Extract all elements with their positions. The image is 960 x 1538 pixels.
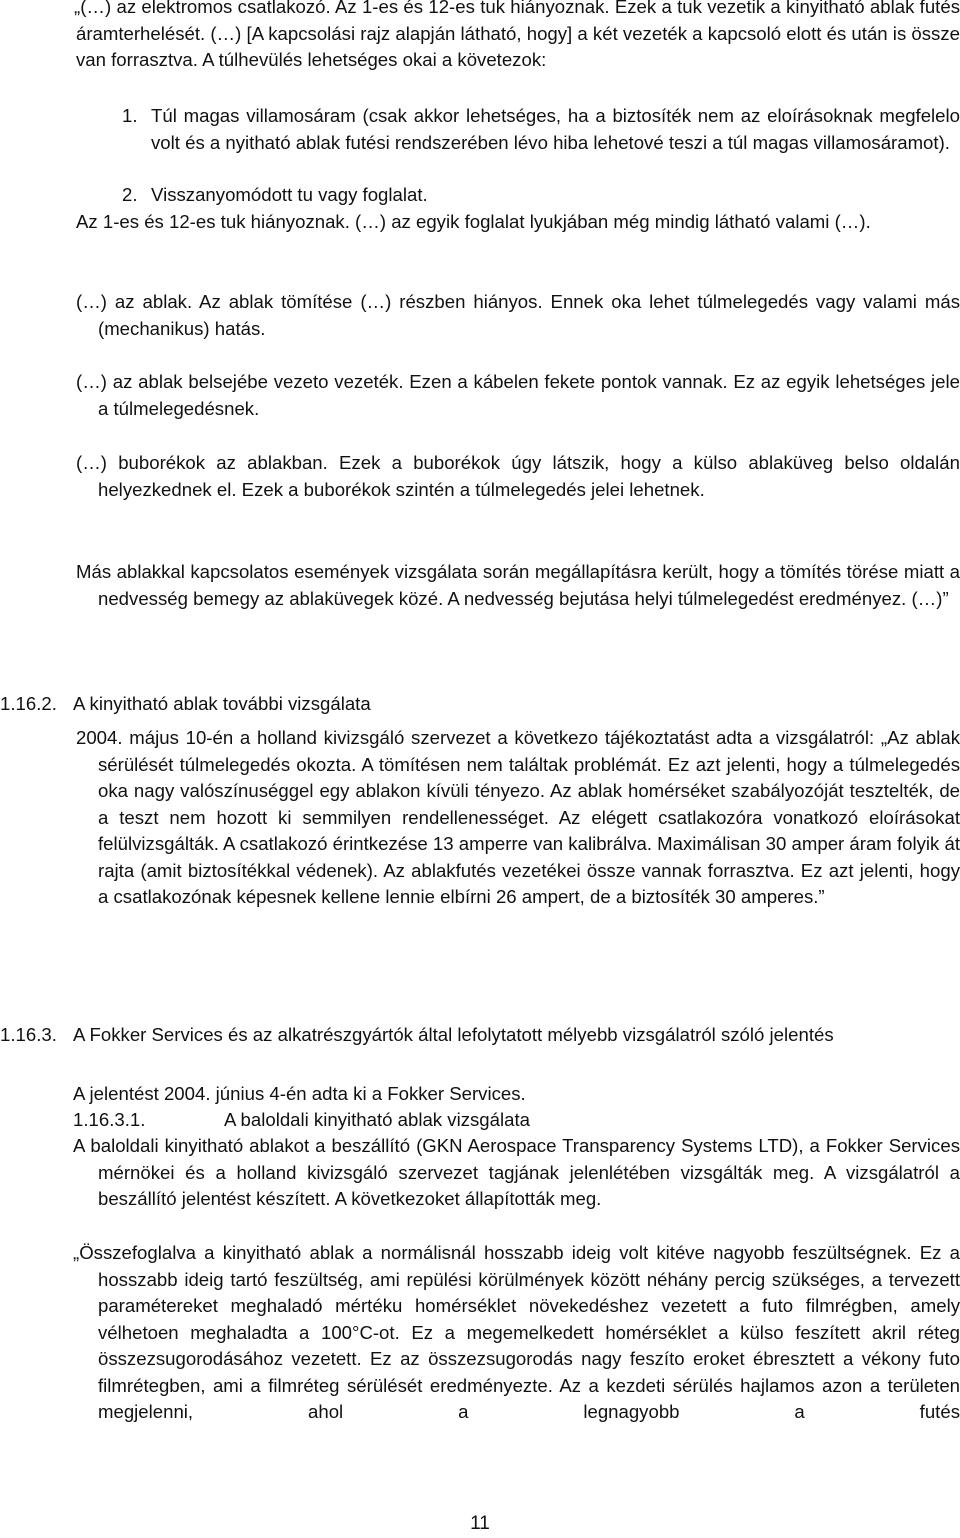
list-item-number: 2.	[122, 184, 138, 205]
section-number: 1.16.2.	[0, 693, 57, 714]
paragraph-tuk: Az 1-es és 12-es tuk hiányoznak. (…) az egyik foglalat lyukjában még mindig látható valami (…).	[76, 211, 871, 232]
paragraph-ablak: (…) az ablak. Az ablak tömítése (…) részben hiányos. Ennek oka lehet túlmelegedés vagy valami más (mechanikus) hatás.	[76, 291, 960, 339]
report-release-line: A jelentést 2004. június 4-én adta ki a Fokker Services.	[73, 1083, 526, 1104]
subsection-number: 1.16.3.1.	[73, 1109, 146, 1130]
section-title: A kinyitható ablak további vizsgálata	[73, 693, 371, 714]
section-number: 1.16.3.	[0, 1024, 57, 1045]
subsection-body: A baloldali kinyitható ablakot a beszállító (GKN Aerospace Transparency Systems LTD), a Fokker Services mérnökei és a holland kivizsgáló szervezet tagjának jelenlétében vizsgálták meg. A vizsgálatról a beszállító jelentést készített. A következoket állapították meg.	[73, 1135, 960, 1209]
list-item-text: Visszanyomódott tu vagy foglalat.	[151, 184, 428, 205]
list-item-text: Túl magas villamosáram (csak akkor lehetséges, ha a biztosíték nem az eloírásoknak megfelelo volt és a nyitható ablak futési rendszerében lévo hiba lehetové teszi a túl magas villamosáramot).	[151, 105, 960, 153]
subsection-title: A baloldali kinyitható ablak vizsgálata	[224, 1109, 530, 1130]
list-item-number: 1.	[122, 105, 138, 126]
quoted-summary: „Összefoglalva a kinyitható ablak a normálisnál hosszabb ideig volt kitéve nagyobb feszültségnek. Ez a hosszabb ideig tartó feszültség, ami repülési körülmények között néhány percig szükséges, a tervezett paramétereket meghaladó mértéku homérséklet növekedéshez vezetett a futo filmrégben, amely vélhetoen meghaladta a 100°C-ot. Ez a megemelkedett homérséklet a külso feszített akril réteg összezsugorodásához vezetett. Ez az összezsugorodás nagy feszíto eroket ébresztett a vékony futo filmrétegben, ami a filmréteg sérülését eredményezte. Az a kezdeti sérülés hajlamos azon a területen megjelenni, ahol a legnagyobb a futés	[73, 1242, 960, 1422]
intro-paragraph: „(…) az elektromos csatlakozó. Az 1-es és 12-es tuk hiányoznak. Ezek a tuk vezetik a kinyitható ablak futés áramterhelését. (…) [A kapcsolási rajz alapján látható, hogy] a két vezeték a kapcsoló elott és után is össze van forrasztva. A túlhevülés lehetséges okai a követezok:	[74, 0, 960, 70]
paragraph-mas: Más ablakkal kapcsolatos események vizsgálata során megállapításra került, hogy a tömítés törése miatt a nedvesség bemegy az ablaküvegek közé. A nedvesség bejutása helyi túlmelegedést eredményez. (…)”	[76, 561, 960, 609]
section-title: A Fokker Services és az alkatrészgyártók által lefolytatott mélyebb vizsgálatról szóló jelentés	[73, 1024, 834, 1045]
paragraph-vezetek: (…) az ablak belsejébe vezeto vezeték. Ezen a kábelen fekete pontok vannak. Ez az egyik lehetséges jele a túlmelegedésnek.	[76, 371, 960, 419]
section-body: 2004. május 10-én a holland kivizsgáló szervezet a következo tájékoztatást adta a vizsgálatról: „Az ablak sérülését túlmelegedés okozta. A tömítésen nem találtak problémát. Ez azt jelenti, hogy a túlmelegedés oka nagy valószínuséggel egy ablakon kívüli tényezo. Az ablak homérséket szabályozóját tesztelték, de a teszt nem hozott ki semmilyen rendellenességet. Az elégett csatlakozóra vonatkozó eloírásokat felülvizsgálták. A csatlakozó érintkezése 13 amperre van kalibrálva. Maximálisan 30 amper áram folyik át rajta (amit biztosítékkal védenek). Az ablakfutés vezetékei össze vannak forrasztva. Ez azt jelenti, hogy a csatlakozónak képesnek kellene lennie elbírni 26 ampert, de a biztosíték 30 amperes.”	[76, 727, 960, 907]
paragraph-buborek: (…) buborékok az ablakban. Ezek a buborékok úgy látszik, hogy a külso ablaküveg belso oldalán helyezkednek el. Ezek a buborékok szintén a túlmelegedés jelei lehetnek.	[76, 452, 960, 500]
page-number: 11	[470, 1513, 490, 1534]
